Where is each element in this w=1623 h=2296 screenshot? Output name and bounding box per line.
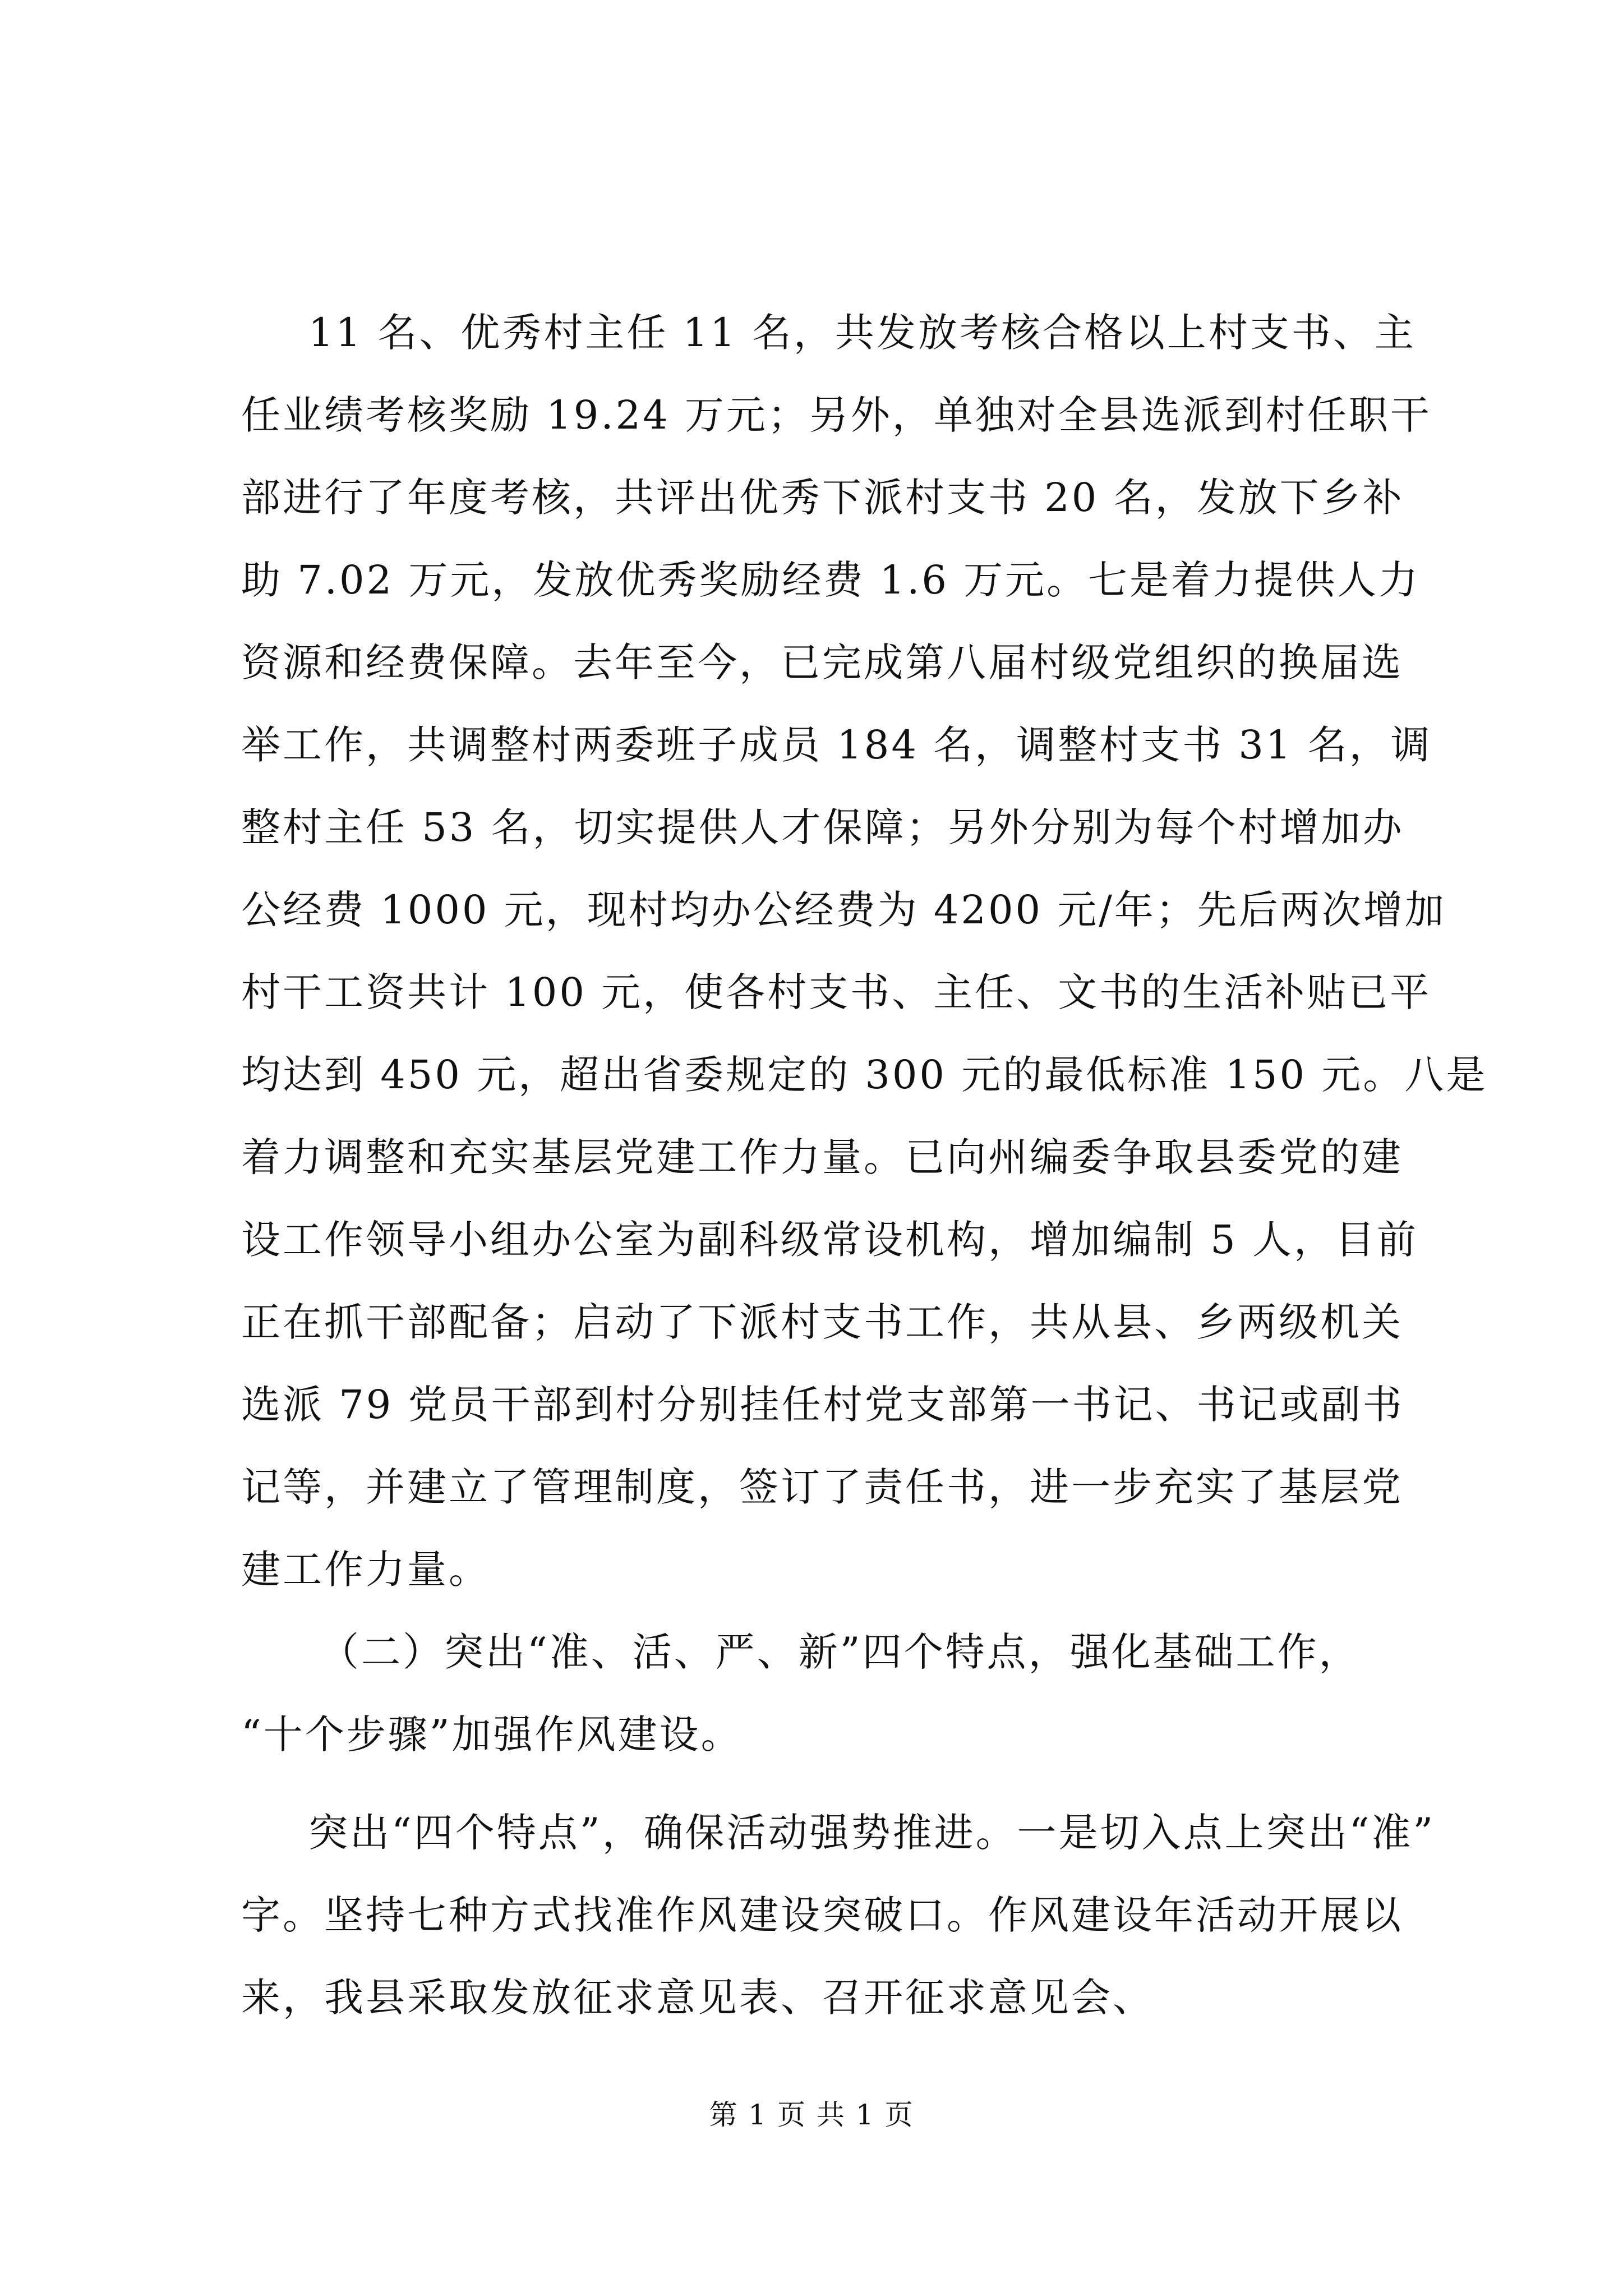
section-heading-line: “十个步骤”加强作风建设。 (241, 1711, 743, 1757)
paragraph-line: 公经费 1000 元，现村均办公经费为 4200 元/年；先后两次增加 (241, 887, 1446, 933)
paragraph-line: 设工作领导小组办公室为副科级常设机构，增加编制 5 人，目前 (241, 1217, 1419, 1263)
paragraph-line: 整村主任 53 名，切实提供人才保障；另外分别为每个村增加办 (241, 804, 1404, 850)
paragraph-line: 突出“四个特点”，确保活动强势推进。一是切入点上突出“准” (308, 1810, 1436, 1856)
paragraph-line: 11 名、优秀村主任 11 名，共发放考核合格以上村支书、主 (308, 310, 1416, 356)
body-text (241, 292, 1488, 2039)
paragraph-line: 助 7.02 万元，发放优秀奖励经费 1.6 万元。七是着力提供人力 (241, 557, 1421, 603)
paragraph-line: 村干工资共计 100 元，使各村支书、主任、文书的生活补贴已平 (241, 969, 1432, 1015)
paragraph-line: 资源和经费保障。去年至今，已完成第八届村级党组织的换届选 (241, 639, 1403, 685)
paragraph-line: 正在抓干部配备；启动了下派村支书工作，共从县、乡两级机关 (241, 1299, 1403, 1345)
paragraph-line: 选派 79 党员干部到村分别挂任村党支部第一书记、书记或副书 (241, 1382, 1404, 1428)
paragraph-line: 来，我县采取发放征求意见表、召开征求意见会、 (241, 1975, 1154, 2021)
paragraph-line: 部进行了年度考核，共评出优秀下派村支书 20 名，发放下乡补 (241, 475, 1404, 521)
paragraph-line: 任业绩考核奖励 19.24 万元；另外，单独对全县选派到村任职干 (241, 392, 1432, 438)
paragraph-line: 字。坚持七种方式找准作风建设突破口。作风建设年活动开展以 (241, 1892, 1403, 1938)
page-number-footer: 第 1 页 共 1 页 (709, 2099, 914, 2131)
paragraph-line: 建工作力量。 (241, 1547, 490, 1593)
paragraph-line: 举工作，共调整村两委班子成员 184 名，调整村支书 31 名，调 (241, 722, 1432, 768)
paragraph-line: 均达到 450 元，超出省委规定的 300 元的最低标准 150 元。八是 (241, 1052, 1488, 1098)
paragraph-line: 着力调整和充实基层党建工作力量。已向州编委争取县委党的建 (241, 1134, 1403, 1180)
section-heading-line: （二）突出“准、活、严、新”四个特点，强化基础工作， (320, 1629, 1361, 1675)
paragraph-line: 记等，并建立了管理制度，签订了责任书，进一步充实了基层党 (241, 1464, 1403, 1510)
